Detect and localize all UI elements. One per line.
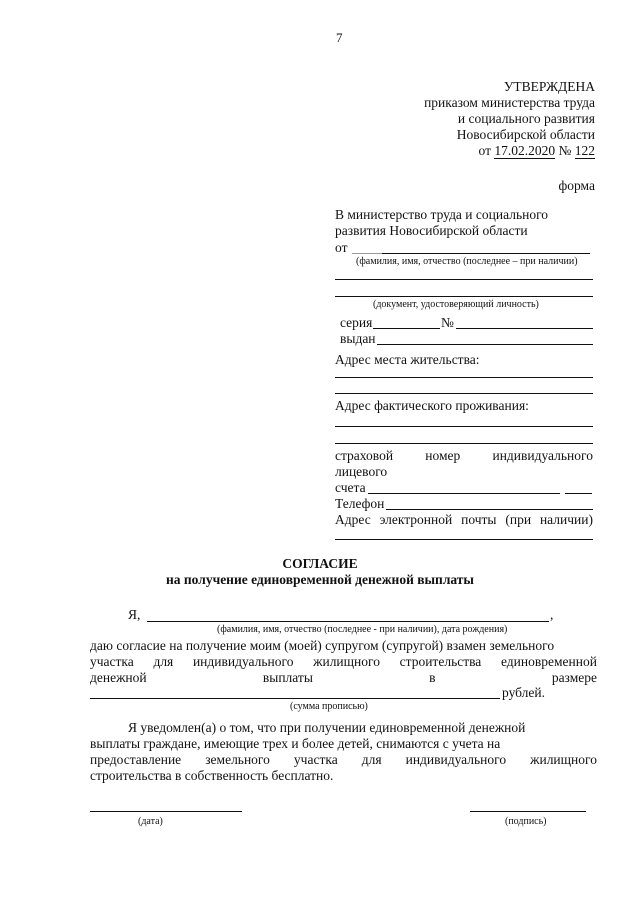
approval-date-prefix: от — [478, 143, 491, 158]
snils-field-end[interactable] — [565, 493, 592, 494]
notice-word: жилищного — [530, 752, 597, 767]
notice-line-1: Я уведомлен(а) о том, что при получении единовременной денежной — [128, 720, 526, 735]
form-label: форма — [558, 178, 595, 193]
phone-field[interactable] — [386, 509, 593, 510]
approval-line-3: Новосибирской области — [456, 127, 595, 142]
i-label: Я, — [128, 607, 141, 622]
snils-word: номер — [425, 448, 461, 463]
consent-word: выплаты — [262, 670, 313, 685]
consent-word: для — [153, 654, 174, 669]
consent-word: единовременной — [500, 654, 597, 669]
approval-title: УТВЕРЖДЕНА — [503, 79, 595, 94]
series-field[interactable] — [373, 328, 440, 329]
snils-word: страховой — [335, 448, 394, 463]
doc-number-field[interactable] — [456, 328, 593, 329]
notice-line-3 — [90, 752, 597, 768]
residence-field-1[interactable] — [335, 377, 593, 378]
comma: , — [550, 607, 554, 622]
document-field[interactable] — [335, 296, 593, 297]
approval-line-2: и социального развития — [457, 111, 595, 126]
date-hint: (дата) — [138, 816, 163, 827]
consent-word: жилищного — [313, 654, 380, 669]
consent-word: строительства — [399, 654, 482, 669]
email-word: (при — [505, 512, 532, 527]
page-number: 7 — [336, 30, 343, 45]
email-label — [335, 512, 593, 528]
snils-line-2: лицевого — [335, 464, 388, 479]
document-title: СОГЛАСИЕ — [282, 556, 358, 571]
approval-date-line — [335, 143, 595, 159]
notice-word: для — [361, 752, 382, 767]
actual-residence-field-1[interactable] — [335, 426, 593, 427]
approval-number-sign: № — [558, 143, 572, 158]
consent-line-2 — [90, 654, 597, 670]
consent-line-1: даю согласие на получение моим (моей) супругом (супругой) взамен земельного — [90, 638, 555, 653]
applicant-hint: (фамилия, имя, отчество (последнее - при наличии), дата рождения) — [217, 624, 508, 635]
date-field[interactable] — [90, 811, 242, 812]
approval-number: 122 — [574, 143, 595, 158]
document-hint: (документ, удостоверяющий личность) — [373, 299, 539, 310]
consent-word: в — [429, 670, 436, 685]
sum-hint: (сумма прописью) — [290, 701, 368, 712]
consent-word: индивидуального — [192, 654, 294, 669]
residence-field-2[interactable] — [335, 393, 593, 394]
consent-word: размере — [551, 670, 597, 685]
from-field[interactable] — [382, 253, 590, 254]
snils-field[interactable] — [368, 493, 560, 494]
snils-line-1 — [335, 448, 593, 464]
email-word: электронной — [379, 512, 453, 527]
notice-word: предоставление — [90, 752, 182, 767]
approval-line-1: приказом министерства труда — [424, 95, 595, 110]
actual-residence-label: Адрес фактического проживания: — [335, 398, 529, 413]
approval-stamp — [335, 79, 595, 159]
phone-label: Телефон — [335, 496, 385, 511]
signature-hint: (подпись) — [505, 816, 547, 827]
addressee-line-1: В министерство труда и социального — [335, 207, 549, 222]
consent-word: участка — [90, 654, 134, 669]
series-label: серия — [340, 315, 373, 330]
email-field[interactable] — [335, 539, 593, 540]
issued-label: выдан — [340, 331, 376, 346]
snils-word: индивидуального — [492, 448, 593, 463]
from-label: от — [335, 240, 348, 255]
consent-line-3 — [90, 670, 597, 686]
notice-line-4: строительства в собственность бесплатно. — [90, 768, 334, 783]
email-word: Адрес — [335, 512, 371, 527]
document-subtitle: на получение единовременной денежной выплаты — [166, 572, 474, 587]
notice-word: индивидуального — [405, 752, 507, 767]
fio-hint: (фамилия, имя, отчество (последнее – при наличии) — [356, 256, 578, 267]
fio-field-2[interactable] — [335, 279, 593, 280]
notice-line-2: выплаты граждане, имеющие трех и более детей, снимаются с учета на — [90, 736, 501, 751]
snils-line-3: счета — [335, 480, 366, 495]
signature-field[interactable] — [470, 811, 586, 812]
issued-field[interactable] — [377, 344, 593, 345]
notice-word: земельного — [205, 752, 270, 767]
applicant-field[interactable] — [147, 621, 549, 622]
doc-number-label: № — [441, 315, 454, 330]
email-word: наличии) — [539, 512, 593, 527]
notice-word: участка — [293, 752, 338, 767]
email-word: почты — [461, 512, 497, 527]
rubles-label: рублей. — [502, 685, 546, 700]
consent-word: денежной — [90, 670, 147, 685]
residence-label: Адрес места жительства: — [335, 352, 480, 367]
sum-field[interactable] — [90, 698, 500, 699]
actual-residence-field-2[interactable] — [335, 443, 593, 444]
from-field-start — [352, 253, 382, 254]
addressee-line-2: развития Новосибирской области — [335, 223, 528, 238]
approval-date: 17.02.2020 — [494, 143, 556, 158]
